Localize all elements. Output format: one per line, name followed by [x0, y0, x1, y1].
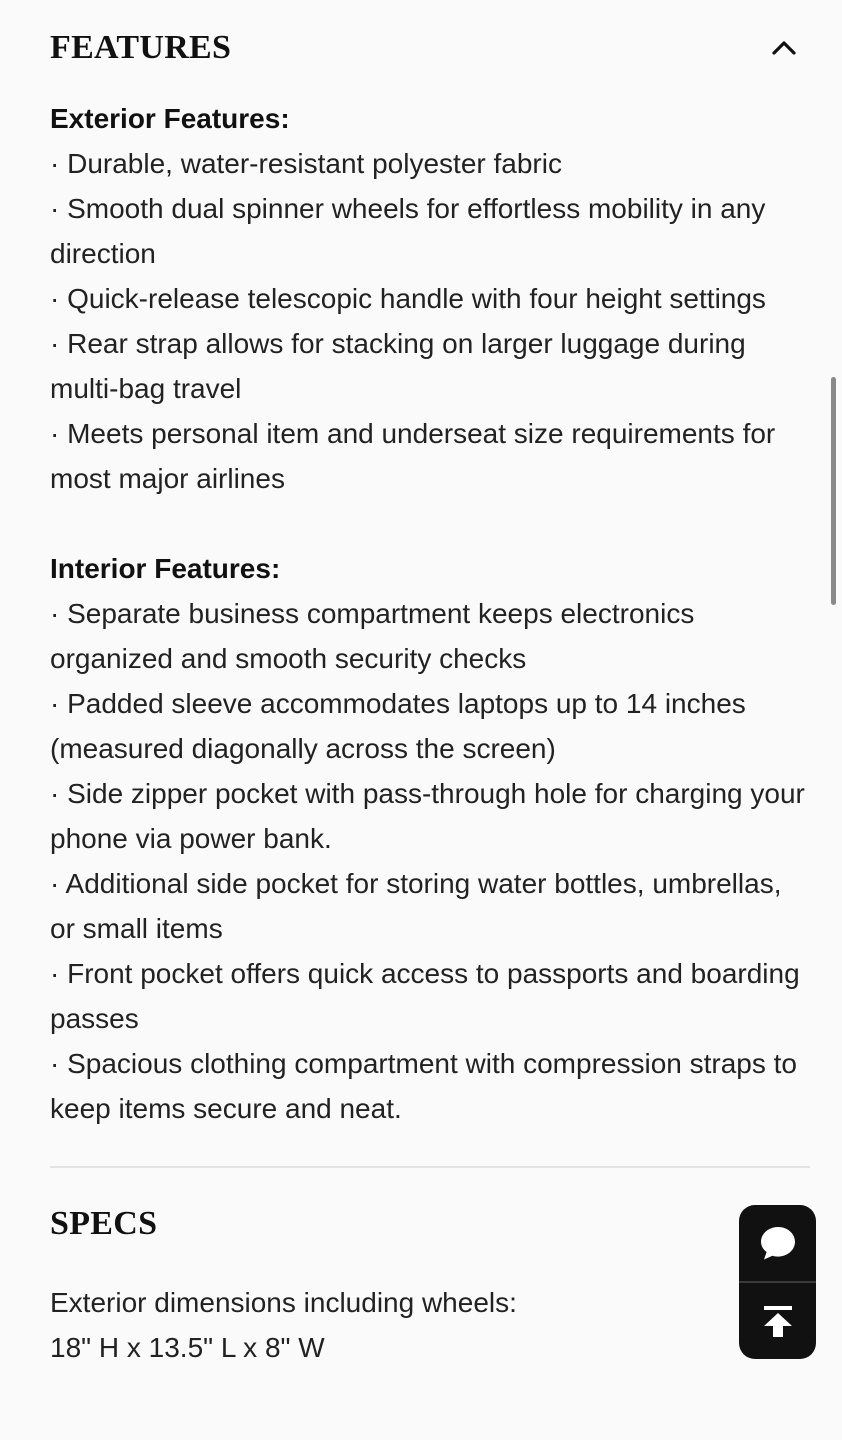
chat-bubble-icon [758, 1223, 798, 1263]
feature-item: · Smooth dual spinner wheels for effortless mobility in any direction [50, 193, 766, 269]
specs-line: 18" H x 13.5" L x 8" W [50, 1332, 325, 1363]
feature-item: · Meets personal item and underseat size requirements for most major airlines [50, 418, 776, 494]
specs-line: Exterior dimensions including wheels: [50, 1287, 517, 1318]
chat-button[interactable] [739, 1205, 816, 1281]
features-header[interactable] [50, 0, 810, 96]
floating-action-group [739, 1205, 816, 1359]
scroll-to-top-button[interactable] [739, 1283, 816, 1359]
feature-item: · Rear strap allows for stacking on larger luggage during multi-bag travel [50, 328, 746, 404]
specs-title: SPECS [50, 1205, 158, 1242]
spacer [50, 501, 810, 546]
feature-item: · Durable, water-resistant polyester fabric [50, 148, 562, 179]
chevron-up-icon[interactable] [766, 30, 802, 66]
features-body [50, 96, 810, 1131]
exterior-features-heading: Exterior Features: [50, 103, 290, 134]
feature-item: · Quick-release telescopic handle with four height settings [50, 283, 766, 314]
feature-item: · Front pocket offers quick access to passports and boarding passes [50, 958, 800, 1034]
features-title: FEATURES [50, 29, 232, 66]
feature-item: · Separate business compartment keeps electronics organized and smooth security checks [50, 598, 695, 674]
interior-features-heading: Interior Features: [50, 553, 281, 584]
specs-body [50, 1280, 810, 1370]
product-details [50, 0, 810, 1370]
scrollbar-thumb[interactable] [831, 377, 836, 605]
specs-header[interactable] [50, 1168, 810, 1280]
feature-item: · Side zipper pocket with pass-through hole for charging your phone via power bank. [50, 778, 805, 854]
feature-item: · Additional side pocket for storing water bottles, umbrellas, or small items [50, 868, 782, 944]
feature-item: · Spacious clothing compartment with compression straps to keep items secure and neat. [50, 1048, 797, 1124]
feature-item: · Padded sleeve accommodates laptops up to 14 inches (measured diagonally across the screen) [50, 688, 746, 764]
scroll-to-top-icon [760, 1303, 796, 1339]
